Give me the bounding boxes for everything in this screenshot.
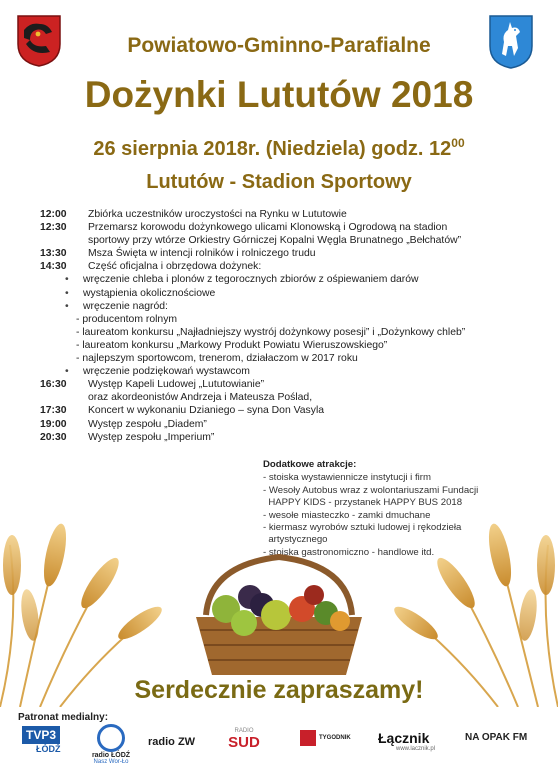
attraction-item: artystycznego [263,534,328,546]
schedule-row [40,234,545,247]
tvp3-logo-sub: ŁÓDŹ [36,744,61,754]
radio-zw-logo [148,736,204,748]
attraction-item: - stoiska wystawiennicze instytucji i firm [263,472,431,484]
schedule-bullet: • wręczenie chleba i plonów z tegorocznych zbiorów z ośpiewaniem darów [40,273,545,286]
event-date [0,138,558,161]
event-date-text: 26 sierpnia 2018r. (Niedziela) godz. 12 [93,138,452,160]
tvp3-logo [22,726,74,754]
event-date-minutes: 00 [451,136,465,150]
schedule-bullet: • wręczenie podziękowań wystawcom [40,365,545,378]
schedule-row [40,431,545,444]
na-opak-fm-logo-text: NA OPAK FM [465,732,528,743]
schedule-time: 16:30 [40,379,67,391]
schedule-list [40,208,545,444]
radio-sud-logo-text: SUD [228,734,260,751]
media-patrons [0,722,558,772]
schedule-time: 14:30 [40,261,67,273]
schedule-description: oraz akordeonistów Andrzeja i Mateusza Poślad, [88,392,313,404]
tygodnik-logo [300,730,362,746]
schedule-description: Występ zespołu „Diadem” [88,418,207,430]
attraction-item: - Wesoły Autobus wraz z wolontariuszami Fundacji [263,484,479,496]
schedule-description: sportowy przy wtórze Orkiestry Górniczej Kopalni Węgla Brunatnego „Bełchatów” [88,235,462,247]
tvp3-logo-text: TVP3 [22,726,60,744]
radio-lodz-logo [86,724,136,765]
schedule-row [40,221,545,234]
schedule-time: 12:30 [40,222,67,234]
schedule-time: 20:30 [40,431,67,443]
radio-sud-logo [222,728,266,751]
radio-lodz-logo-sub: Nasz Wor-Ło [93,759,129,765]
attraction-item: - wesołe miasteczko - zamki dmuchane [263,509,431,521]
schedule-row [40,418,545,431]
event-subtitle: Powiatowo-Gminno-Parafialne [127,34,431,57]
schedule-time: 19:00 [40,418,67,430]
lacznik-logo-text: Łącznik [378,730,430,746]
schedule-award: - laureatom konkursu „Najładniejszy wystrój dożynkowy posesji” i „Dożynkowy chleb” [76,326,466,338]
schedule-description: Występ Kapeli Ludowej „Lututowianie” [88,379,265,391]
schedule-time: 13:30 [40,248,67,260]
event-title: Dożynki Lututów 2018 [84,74,474,115]
schedule-bullet: • wręczenie nagród: [40,300,545,313]
schedule-time [40,391,88,404]
attractions-title: Dodatkowe atrakcje: [263,459,357,470]
schedule-bullet: • wystąpienia okolicznościowe [40,287,545,300]
radio-lodz-logo-text: radio ŁÓDŹ [91,752,131,759]
schedule-description: Część oficjalna i obrzędowa dożynek: [88,261,262,273]
attraction-item: - stoiska gastronomiczno - handlowe itd. [263,546,435,558]
lacznik-logo-sub: www.lacznik.pl [396,746,436,752]
schedule-award: - laureatom konkursu „Markowy Produkt Powiatu Wieruszowskiego” [76,339,388,351]
schedule-time: 12:00 [40,209,67,220]
schedule-row [40,247,545,260]
schedule-row [40,378,545,391]
event-venue: Lututów - Stadion Sportowy [146,171,412,193]
schedule-time [40,234,88,247]
attraction-item: - kiermasz wyrobów sztuki ludowej i rękodzieła [263,522,462,534]
schedule-award: - najlepszym sportowcom, trenerom, działaczom w 2017 roku [76,353,358,365]
schedule-row [40,260,545,273]
schedule-description: Msza Święta w intencji rolników i rolniczego trudu [88,248,316,260]
radio-zw-logo-text: radio ZW [148,736,196,748]
tygodnik-logo-text: TYGODNIK [319,735,351,741]
schedule-time: 17:30 [40,405,67,417]
na-opak-fm-logo [465,732,545,743]
schedule-row [40,208,545,221]
radio-sud-logo-sub: RADIO [234,728,254,734]
schedule-row [40,391,545,404]
schedule-description: Koncert w wykonaniu Dzianiego – syna Don Vasyla [88,405,325,417]
schedule-description: Występ zespołu „Imperium” [88,431,215,443]
patronage-label: Patronat medialny: [18,712,109,723]
schedule-row [40,404,545,417]
schedule-award: - producentom rolnym [76,313,178,325]
schedule-description: Przemarsz korowodu dożynkowego ulicami Klonowską i Ogrodową na stadion [88,222,448,234]
fruit-basket-icon [196,557,362,675]
attraction-item: HAPPY KIDS - przystanek HAPPY BUS 2018 [263,497,463,509]
lacznik-logo [378,730,448,752]
schedule-description: Zbiórka uczestników uroczystości na Rynku w Lututowie [88,209,347,220]
invitation-text: Serdecznie zapraszamy! [134,676,424,704]
